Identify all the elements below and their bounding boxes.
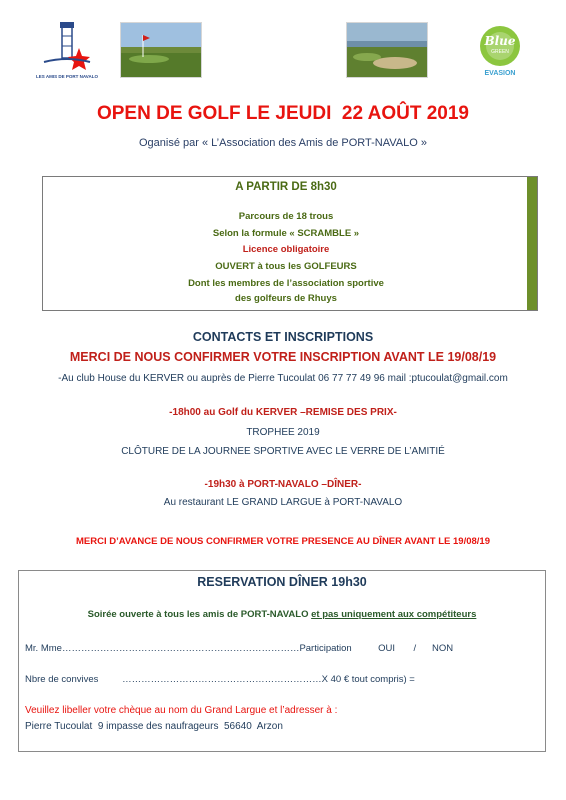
right-logo-green: GREEN: [491, 49, 509, 55]
prizes-heading: -18h00 au Golf du KERVER –REMISE DES PRIX-: [169, 407, 397, 418]
name-field[interactable]: Mr. Mme…………………………………………………………………Participation OUI / NON: [25, 643, 454, 654]
program-line-5: Dont les membres de l’association sportive: [188, 278, 384, 289]
right-logo-evasion: EVASION: [484, 70, 516, 77]
golf-course-photo: [346, 22, 428, 78]
program-line-1: Parcours de 18 trous: [238, 211, 334, 222]
closing-line: CLÔTURE DE LA JOURNEE SPORTIVE AVEC LE VERRE DE L’AMITIÉ: [121, 446, 445, 457]
program-line-6: des golfeurs de Rhuys: [235, 293, 337, 304]
trophy-line: TROPHEE 2019: [246, 427, 320, 438]
bluegreen-logo: [470, 24, 530, 86]
program-heading: A PARTIR DE 8h30: [235, 181, 337, 193]
guests-field[interactable]: Nbre de convives ………………………………………………………X 40 € tout compris) =: [25, 674, 415, 685]
port-navalo-logo: [38, 20, 96, 82]
program-line-4: OUVERT à tous les GOLFEURS: [215, 261, 357, 272]
golf-flag-photo: [120, 22, 202, 78]
reservation-heading: RESERVATION DÎNER 19h30: [197, 575, 367, 589]
soiree-underlined: et pas uniquement aux compétiteurs: [311, 609, 477, 620]
dinner-heading: -19h30 à PORT-NAVALO –DÎNER-: [204, 479, 362, 490]
postal-address: Pierre Tucoulat 9 impasse des naufrageurs 56640 Arzon: [25, 721, 283, 732]
right-logo-blue: Blue: [484, 34, 516, 48]
soiree-text: Soirée ouverte à tous les amis de PORT-NAVALO: [87, 609, 312, 620]
contact-info: -Au club House du KERVER ou auprès de Pierre Tucoulat 06 77 77 49 96 mail :ptucoulat@gmail.com: [58, 373, 508, 384]
registration-deadline: MERCI DE NOUS CONFIRMER VOTRE INSCRIPTION AVANT LE 19/08/19: [69, 350, 497, 364]
program-box: [42, 176, 538, 311]
dinner-location: Au restaurant LE GRAND LARGUE à PORT-NAVALO: [163, 497, 403, 508]
contacts-heading: CONTACTS ET INSCRIPTIONS: [192, 330, 374, 344]
cheque-instructions: Veuillez libeller votre chèque au nom du Grand Largue et l’adresser à :: [25, 705, 338, 716]
reservation-form: [18, 570, 546, 752]
dinner-deadline: MERCI D’AVANCE DE NOUS CONFIRMER VOTRE PRESENCE AU DÎNER AVANT LE 19/08/19: [75, 536, 490, 547]
program-line-3: Licence obligatoire: [242, 244, 330, 255]
page-title: OPEN DE GOLF LE JEUDI 22 AOÛT 2019: [96, 103, 469, 124]
left-logo-caption: LES AMIS DE PORT NAVALO: [36, 74, 98, 79]
program-line-2: Selon la formule « SCRAMBLE »: [212, 228, 360, 239]
soiree-line: [19, 609, 545, 620]
page-subtitle: Oganisé par « L’Association des Amis de PORT-NAVALO »: [139, 137, 427, 149]
